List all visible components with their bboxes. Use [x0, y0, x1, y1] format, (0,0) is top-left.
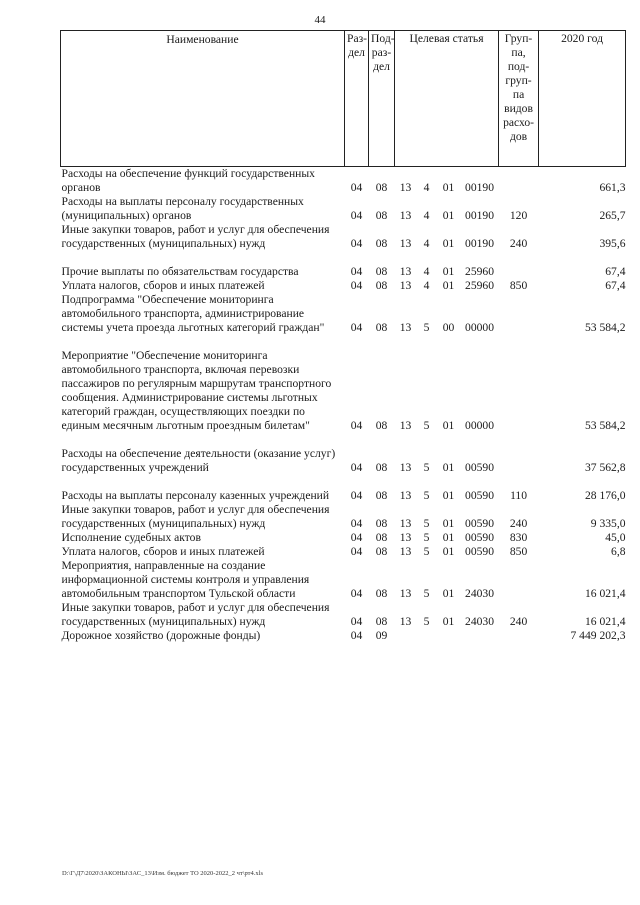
row-target-event: 01 [442, 489, 455, 502]
row-target-event: 01 [442, 279, 455, 292]
row-expense-type [499, 167, 539, 196]
row-sum: 67,4 [605, 279, 626, 292]
row-target-program: 13 [399, 321, 412, 334]
table-row [61, 349, 626, 433]
row-podrazdel: 08 [375, 419, 388, 432]
row-target-subprogram: 4 [423, 209, 430, 222]
row-razdel: 04 [350, 265, 363, 278]
table-row [61, 489, 626, 503]
header-vid-line: дов [509, 130, 528, 143]
row-sum: 395,6 [599, 237, 626, 250]
row-podrazdel: 08 [375, 461, 388, 474]
row-name: Дорожное хозяйство (дорожные фонды) [61, 629, 261, 642]
row-target-subprogram: 5 [423, 517, 430, 530]
row-target-subprogram [417, 629, 437, 643]
row-target-event: 01 [442, 265, 455, 278]
row-target-event: 00 [442, 321, 455, 334]
row-name: Расходы на обеспечение функций государственных органов [61, 167, 315, 194]
row-razdel: 04 [350, 517, 363, 530]
header-vid-line: расхо- [503, 116, 535, 129]
row-target-direction: 00000 [465, 419, 495, 432]
row-name: Мероприятие "Обеспечение мониторинга автомобильного транспорта, включая перевозки пассажиров по регулярным маршрутам транспортного сообщения. Администрирование системы льготных категорий граждан, осуществляющих поездки по единым месячным льготным проездным билетам" [61, 349, 332, 432]
row-expense-type: 240 [509, 517, 528, 530]
table-row [61, 223, 626, 251]
row-target-direction: 00190 [465, 237, 495, 250]
header-vid-line: Груп- [504, 32, 533, 45]
row-name: Исполнение судебных актов [61, 531, 201, 544]
row-razdel: 04 [350, 629, 363, 642]
row-expense-type [499, 265, 539, 279]
row-target-event: 01 [442, 517, 455, 530]
row-target-event: 01 [442, 545, 455, 558]
row-target-subprogram: 5 [423, 321, 430, 334]
header-podrazdel-line: раз- [371, 46, 392, 59]
row-podrazdel: 08 [375, 531, 388, 544]
row-podrazdel: 08 [375, 279, 388, 292]
row-razdel: 04 [350, 531, 363, 544]
row-target-event: 01 [442, 181, 455, 194]
header-podrazdel-line: дел [373, 60, 390, 73]
row-sum: 6,8 [611, 545, 626, 558]
row-razdel: 04 [350, 419, 363, 432]
row-target-direction: 00590 [465, 489, 495, 502]
header-vid-line: под- [507, 60, 530, 73]
row-target-event: 01 [442, 531, 455, 544]
row-razdel: 04 [350, 209, 363, 222]
row-expense-type [499, 559, 539, 601]
row-target-program: 13 [399, 531, 412, 544]
row-sum: 37 562,8 [584, 461, 626, 474]
table-row [61, 195, 626, 223]
row-target-program: 13 [399, 517, 412, 530]
row-target-subprogram: 5 [423, 545, 430, 558]
row-expense-type: 120 [509, 209, 528, 222]
table-row [61, 559, 626, 601]
row-target-program: 13 [399, 545, 412, 558]
row-spacer-cell [61, 335, 626, 349]
row-target-event: 01 [442, 209, 455, 222]
row-target-program: 13 [399, 265, 412, 278]
row-target-program: 13 [399, 461, 412, 474]
row-expense-type: 240 [509, 237, 528, 250]
row-podrazdel: 08 [375, 265, 388, 278]
row-target-direction: 00000 [465, 321, 495, 334]
row-sum: 28 176,0 [584, 489, 626, 502]
row-target-subprogram: 4 [423, 279, 430, 292]
table-row [61, 293, 626, 335]
row-name: Уплата налогов, сборов и иных платежей [61, 545, 265, 558]
row-target-direction: 25960 [465, 279, 495, 292]
row-podrazdel: 08 [375, 181, 388, 194]
row-name: Уплата налогов, сборов и иных платежей [61, 279, 265, 292]
row-expense-type: 850 [509, 545, 528, 558]
row-name: Иные закупки товаров, работ и услуг для обеспечения государственных (муниципальных) нужд [61, 223, 330, 250]
row-razdel: 04 [350, 461, 363, 474]
table-row [61, 531, 626, 545]
header-sum: 2020 год [539, 31, 626, 167]
row-target-event: 01 [442, 237, 455, 250]
row-target-program: 13 [399, 615, 412, 628]
table-row [61, 503, 626, 531]
row-target-event [437, 629, 461, 643]
row-sum: 53 584,2 [584, 419, 626, 432]
row-target-program [395, 629, 417, 643]
row-sum: 53 584,2 [584, 321, 626, 334]
row-sum: 265,7 [599, 209, 626, 222]
row-target-program: 13 [399, 419, 412, 432]
row-sum: 16 021,4 [584, 615, 626, 628]
row-podrazdel: 08 [375, 321, 388, 334]
file-path: D:\Г\Д7\2020\ЗАКОНЫ\ЗАС_13\Изм. бюджет ТО 2020-2022_2 чт\рт4.xls [62, 870, 263, 877]
row-target-direction: 25960 [465, 265, 495, 278]
header-podrazdel-line: Под- [371, 32, 395, 45]
row-target-direction: 00190 [465, 209, 495, 222]
table-row [61, 629, 626, 643]
row-podrazdel: 08 [375, 237, 388, 250]
header-vid-line: па, [511, 46, 526, 59]
row-target-subprogram: 5 [423, 489, 430, 502]
budget-table [60, 30, 626, 643]
row-razdel: 04 [350, 181, 363, 194]
row-spacer-cell [61, 475, 626, 489]
row-sum: 45,0 [605, 531, 626, 544]
row-target-direction [461, 629, 499, 643]
row-target-event: 01 [442, 419, 455, 432]
row-razdel: 04 [350, 587, 363, 600]
row-target-direction: 24030 [465, 615, 495, 628]
row-podrazdel: 09 [375, 629, 388, 642]
table-row [61, 167, 626, 196]
row-name: Иные закупки товаров, работ и услуг для обеспечения государственных (муниципальных) нужд [61, 503, 330, 530]
row-name: Расходы на выплаты персоналу государственных (муниципальных) органов [61, 195, 304, 222]
table-row [61, 279, 626, 293]
row-expense-type [499, 293, 539, 335]
row-razdel: 04 [350, 279, 363, 292]
table-row [61, 601, 626, 629]
row-name: Подпрограмма "Обеспечение мониторинга автомобильного транспорта, администрирование системы учета проезда льготных категорий граждан" [61, 293, 325, 334]
row-name: Расходы на выплаты персоналу казенных учреждений [61, 489, 330, 502]
row-sum: 7 449 202,3 [570, 629, 626, 642]
row-target-subprogram: 4 [423, 265, 430, 278]
row-podrazdel: 08 [375, 209, 388, 222]
header-razdel [345, 31, 369, 167]
header-target: Целевая статья [395, 31, 499, 167]
row-razdel: 04 [350, 321, 363, 334]
header-razdel-line: Раз- [347, 32, 368, 45]
row-expense-type [499, 349, 539, 433]
row-expense-type: 240 [509, 615, 528, 628]
row-target-subprogram: 5 [423, 461, 430, 474]
header-vid [499, 31, 539, 167]
row-podrazdel: 08 [375, 615, 388, 628]
row-target-subprogram: 4 [423, 181, 430, 194]
row-target-event: 01 [442, 615, 455, 628]
row-target-program: 13 [399, 237, 412, 250]
header-vid-line: видов [504, 102, 533, 115]
row-name: Прочие выплаты по обязательствам государства [61, 265, 299, 278]
row-sum: 9 335,0 [590, 517, 626, 530]
header-vid-line: груп- [505, 74, 532, 87]
row-razdel: 04 [350, 615, 363, 628]
row-name: Мероприятия, направленные на создание информационной системы контроля и управления автомобильным транспортом Тульской области [61, 559, 310, 600]
row-spacer [61, 433, 626, 447]
row-spacer [61, 251, 626, 265]
row-target-subprogram: 5 [423, 419, 430, 432]
row-target-subprogram: 5 [423, 587, 430, 600]
row-razdel: 04 [350, 489, 363, 502]
row-target-event: 01 [442, 461, 455, 474]
row-podrazdel: 08 [375, 587, 388, 600]
row-spacer-cell [61, 433, 626, 447]
row-expense-type: 110 [510, 489, 528, 502]
row-target-direction: 24030 [465, 587, 495, 600]
header-name: Наименование [61, 31, 345, 167]
row-podrazdel: 08 [375, 517, 388, 530]
row-target-program: 13 [399, 587, 412, 600]
header-podrazdel [369, 31, 395, 167]
row-target-direction: 00190 [465, 181, 495, 194]
row-name: Иные закупки товаров, работ и услуг для обеспечения государственных (муниципальных) нужд [61, 601, 330, 628]
row-expense-type [499, 629, 539, 643]
row-podrazdel: 08 [375, 489, 388, 502]
row-target-direction: 00590 [465, 461, 495, 474]
row-target-subprogram: 4 [423, 237, 430, 250]
row-expense-type: 850 [509, 279, 528, 292]
row-target-subprogram: 5 [423, 615, 430, 628]
row-sum: 661,3 [599, 181, 626, 194]
row-sum: 67,4 [605, 265, 626, 278]
row-spacer [61, 475, 626, 489]
row-target-program: 13 [399, 209, 412, 222]
row-target-direction: 00590 [465, 517, 495, 530]
row-target-subprogram: 5 [423, 531, 430, 544]
row-target-direction: 00590 [465, 531, 495, 544]
table-row [61, 447, 626, 475]
header-vid-line: па [512, 88, 525, 101]
row-podrazdel: 08 [375, 545, 388, 558]
row-sum: 16 021,4 [584, 587, 626, 600]
row-target-program: 13 [399, 181, 412, 194]
row-target-program: 13 [399, 279, 412, 292]
row-target-event: 01 [442, 587, 455, 600]
row-spacer-cell [61, 251, 626, 265]
row-target-direction: 00590 [465, 545, 495, 558]
row-razdel: 04 [350, 545, 363, 558]
row-expense-type: 830 [509, 531, 528, 544]
row-target-program: 13 [399, 489, 412, 502]
row-name: Расходы на обеспечение деятельности (оказание услуг) государственных учреждений [61, 447, 336, 474]
row-razdel: 04 [350, 237, 363, 250]
table-row [61, 265, 626, 279]
header-razdel-line: дел [348, 46, 365, 59]
table-row [61, 545, 626, 559]
page-number: 44 [314, 14, 326, 26]
row-expense-type [499, 447, 539, 475]
table-header-row [61, 31, 626, 167]
row-spacer [61, 335, 626, 349]
